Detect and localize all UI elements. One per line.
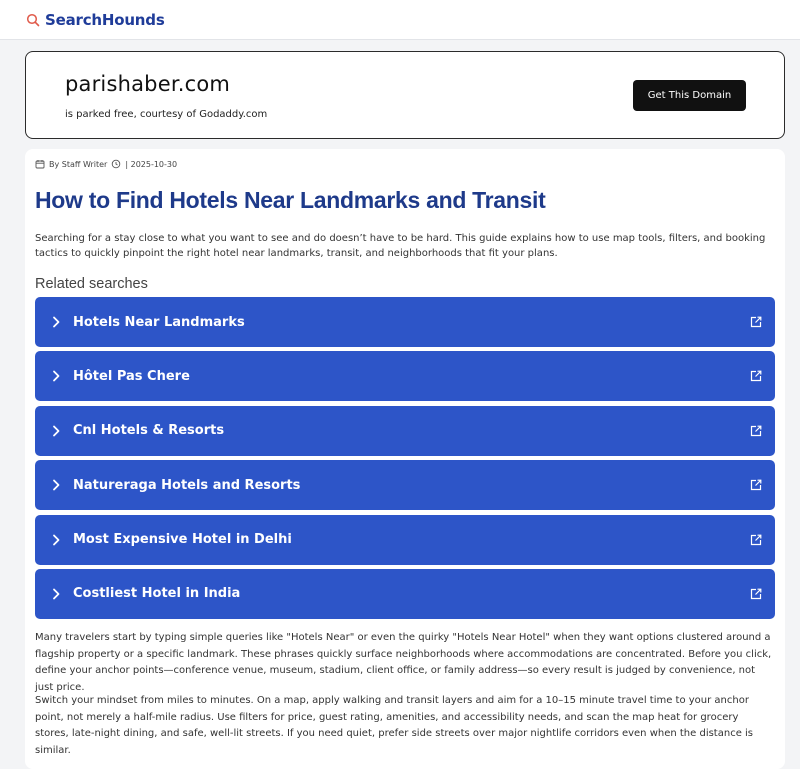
- related-searches-list: [35, 297, 775, 623]
- article-intro: Searching for a stay close to what you want to see and do doesn’t have to be hard. This guide explains how to use map tools, filters, and booking tactics to quickly pinpoint the right hotel near landmarks, transit, and neighborhoods that fit your plans.: [35, 233, 766, 259]
- related-search-label: Most Expensive Hotel in Delhi: [73, 532, 292, 548]
- chevron-right-icon: [51, 479, 61, 491]
- chevron-right-icon: [51, 534, 61, 546]
- related-search-item[interactable]: [35, 569, 775, 619]
- calendar-icon: [35, 159, 45, 169]
- external-link-icon: [750, 534, 762, 546]
- related-search-item[interactable]: [35, 297, 775, 347]
- related-searches-heading: Related searches: [35, 276, 148, 292]
- chevron-right-icon: [51, 316, 61, 328]
- related-search-item[interactable]: [35, 515, 775, 565]
- chevron-right-icon: [51, 588, 61, 600]
- related-search-label: Hotels Near Landmarks: [73, 314, 245, 330]
- external-link-icon: [750, 425, 762, 437]
- article-title: How to Find Hotels Near Landmarks and Transit: [35, 187, 546, 213]
- external-link-icon: [750, 316, 762, 328]
- parked-domain-name: parishaber.com: [65, 72, 231, 96]
- external-link-icon: [750, 479, 762, 491]
- parked-subtitle: is parked free, courtesy of Godaddy.com: [65, 109, 268, 120]
- related-search-label: Cnl Hotels & Resorts: [73, 423, 225, 439]
- article-paragraph: Many travelers start by typing simple queries like "Hotels Near" or even the quirky "Hotels Near Hotel" when they want options clustered around a flagship property or a specific landmark. These phrases quickly surface neighborhoods where accommodations are concentrated. Before you click, define your anchor points—conference venue, museum, stadium, client office, or family address—so every result is judged by convenience, not just price.: [35, 632, 772, 693]
- related-search-label: Hôtel Pas Chere: [73, 368, 190, 384]
- article-paragraph: Switch your mindset from miles to minutes. On a map, apply walking and transit layers and aim for a 10–15 minute travel time to your anchor point, not merely a half-mile radius. Use filters for price, guest rating, amenities, and accessibility needs, and scan the map heat for grocery stores, late-night dining, and safe, well-lit streets. If you need quiet, prefer side streets over major nightlife corridors even when the distance is similar.: [35, 695, 754, 756]
- chevron-right-icon: [51, 425, 61, 437]
- related-search-label: Costliest Hotel in India: [73, 586, 241, 602]
- external-link-icon: [750, 588, 762, 600]
- search-icon: [26, 13, 40, 27]
- related-search-item[interactable]: [35, 460, 775, 510]
- domain-parking-banner: [25, 51, 785, 139]
- article-date: | 2025-10-30: [125, 159, 178, 169]
- related-search-item[interactable]: [35, 406, 775, 456]
- article-card: [25, 149, 785, 769]
- article-meta: [35, 159, 177, 169]
- related-search-item[interactable]: [35, 351, 775, 401]
- article-author: By Staff Writer: [49, 159, 108, 169]
- get-this-domain-button[interactable]: Get This Domain: [633, 80, 746, 111]
- chevron-right-icon: [51, 370, 61, 382]
- external-link-icon: [750, 370, 762, 382]
- top-bar: [0, 0, 800, 40]
- site-logo-text[interactable]: SearchHounds: [45, 10, 165, 29]
- clock-icon: [111, 159, 121, 169]
- related-search-label: Natureraga Hotels and Resorts: [73, 477, 301, 493]
